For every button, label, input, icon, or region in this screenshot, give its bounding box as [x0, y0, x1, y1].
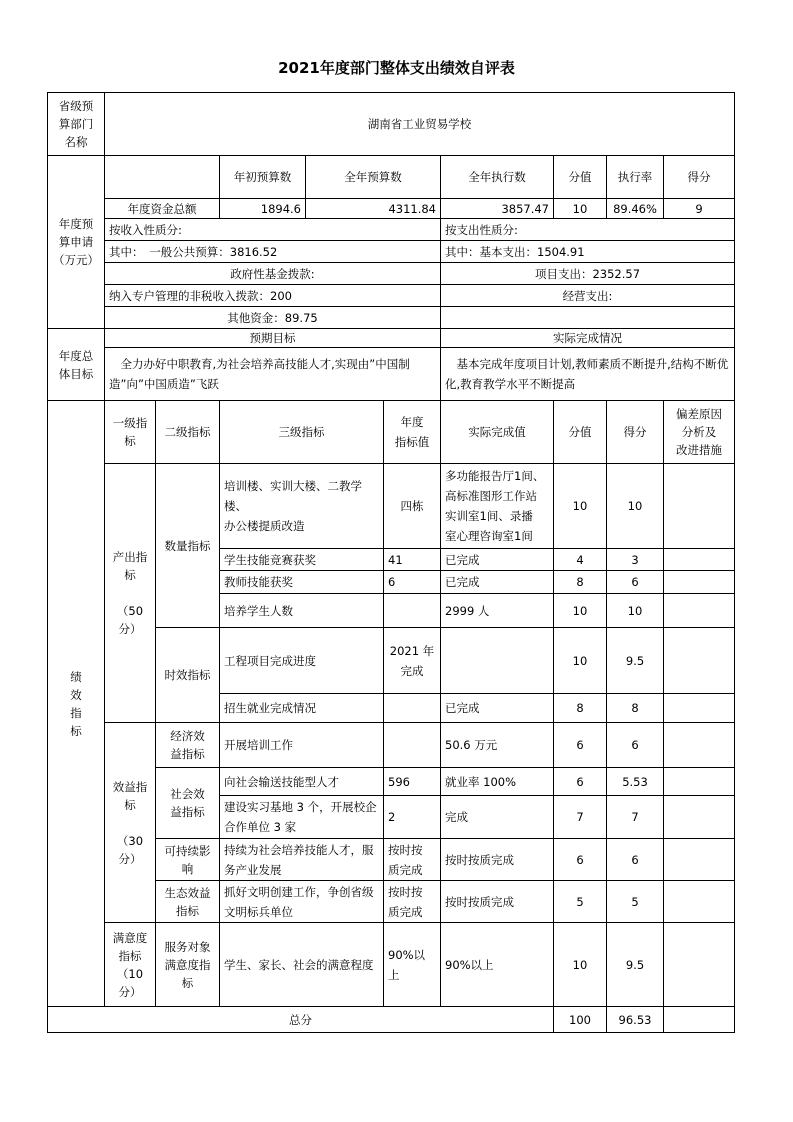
indicator-score — [606, 593, 664, 628]
social-benefit-label-text: 社会效 益指标 — [170, 787, 205, 819]
dept-label-text: 省级预 算部门 名称 — [58, 99, 94, 149]
indicator-deviation-reason — [663, 838, 735, 881]
col-level1-text: 一级指 标 — [112, 416, 148, 448]
by-expense-label — [440, 218, 735, 241]
col-exec-amount-text: 全年执行数 — [468, 170, 526, 184]
col-level2 — [155, 400, 220, 464]
indicator-actual-text: 多功能报告厅1间、 高标准图形工作站 实训室1间、录播 室心理咨询室1间 — [445, 469, 545, 543]
col-score — [663, 155, 735, 199]
indicator-score — [606, 722, 664, 768]
total-score-value-sum-text: 100 — [569, 1012, 591, 1027]
general-budget — [104, 240, 441, 263]
indicator-name — [219, 767, 384, 796]
indicator-actual — [440, 570, 554, 594]
col-initial-budget — [219, 155, 306, 199]
total-exec-rate-text: 89.46% — [613, 201, 657, 216]
indicator-deviation-reason — [663, 627, 735, 694]
by-expense-label-text: 按支出性质分: — [445, 222, 518, 237]
indicator-deviation-reason — [663, 795, 735, 839]
indicator-actual — [440, 463, 554, 549]
col-deviation-reason-text: 偏差原因 分析及 改进措施 — [676, 407, 722, 457]
goals-section-label — [47, 328, 105, 401]
indicator-actual — [440, 880, 554, 923]
indicator-actual-text: 已完成 — [445, 552, 480, 567]
indicator-actual-text: 完成 — [445, 810, 468, 824]
benefit-indicator-label-text: 效益指 标 （30 分） — [112, 779, 148, 866]
total-deviation-blank — [663, 1006, 735, 1033]
indicator-score-value — [553, 593, 607, 628]
indicator-name — [219, 838, 384, 881]
indicator-score-value-text: 6 — [576, 738, 584, 752]
indicator-name — [219, 593, 384, 628]
indicator-name-text: 工程项目完成进度 — [224, 653, 316, 668]
indicator-score-text: 10 — [627, 499, 643, 513]
indicator-target — [383, 548, 441, 571]
project-expense-text: 项目支出：2352.57 — [534, 266, 641, 281]
col-exec-rate-text: 执行率 — [617, 170, 653, 184]
indicator-name-text: 学生技能竞赛获奖 — [224, 552, 316, 567]
indicator-name-text: 培训楼、实训大楼、二教学楼、 办公楼提质改造 — [224, 479, 362, 533]
col-target — [383, 400, 441, 464]
indicator-score — [606, 463, 664, 549]
perf-section-label-text: 绩 效 指 标 — [70, 669, 82, 738]
actual-result-header-text: 实际完成情况 — [553, 331, 622, 345]
col-actual-text: 实际完成值 — [468, 425, 526, 439]
indicator-score — [606, 693, 664, 723]
economic-benefit-label — [155, 722, 220, 768]
total-initial-budget-text: 1894.6 — [260, 201, 301, 216]
service-satisfaction-label-text: 服务对象 满意度指 标 — [164, 939, 211, 990]
total-full-budget — [305, 198, 441, 219]
indicator-score-value-text: 4 — [576, 552, 584, 567]
indicator-target — [383, 693, 441, 723]
indicator-name — [219, 693, 384, 723]
dept-label — [47, 92, 105, 156]
expected-goal-header — [104, 328, 441, 348]
indicator-target-text: 按时按 质完成 — [388, 842, 423, 877]
indicator-target-text: 2 — [388, 810, 396, 824]
indicator-score-text: 7 — [631, 810, 639, 824]
col-initial-budget-text: 年初预算数 — [233, 170, 292, 184]
indicator-name — [219, 922, 384, 1007]
indicator-score-text: 5.53 — [622, 774, 648, 789]
indicator-actual — [440, 693, 554, 723]
indicator-target-text: 596 — [388, 774, 410, 789]
indicator-deviation-reason — [663, 463, 735, 549]
indicator-target — [383, 922, 441, 1007]
indicator-score — [606, 880, 664, 923]
indicator-deviation-reason — [663, 593, 735, 628]
col-level3 — [219, 400, 384, 464]
total-full-budget-text: 4311.84 — [388, 201, 436, 216]
indicator-actual — [440, 627, 554, 694]
indicator-name-text: 开展培训工作 — [224, 738, 293, 752]
total-funds-label-text: 年度资金总额 — [127, 201, 197, 216]
indicator-actual — [440, 838, 554, 881]
economic-benefit-label-text: 经济效 益指标 — [170, 729, 205, 761]
indicator-score-value — [553, 838, 607, 881]
indicator-score — [606, 795, 664, 839]
quantity-indicator-label — [155, 463, 220, 628]
indicator-target — [383, 880, 441, 923]
indicator-target-text: 按时按 质完成 — [388, 884, 423, 919]
col-perf-score — [606, 400, 664, 464]
indicator-score-text: 5 — [631, 894, 639, 909]
operating-expense — [440, 284, 735, 307]
col-actual — [440, 400, 554, 464]
expected-goal-header-text: 预期目标 — [249, 331, 296, 345]
indicator-score-text: 6 — [631, 738, 639, 752]
total-exec-amount-text: 3857.47 — [501, 201, 549, 216]
timeliness-indicator-label-text: 时效指标 — [164, 668, 211, 682]
indicator-score-value — [553, 767, 607, 796]
indicator-name-text: 持续为社会培养技能人才，服 务产业发展 — [224, 842, 374, 877]
col-level1 — [104, 400, 156, 464]
indicator-name-text: 培养学生人数 — [224, 603, 293, 618]
eco-benefit-label-text: 生态效益 指标 — [164, 885, 211, 918]
col-exec-amount — [440, 155, 554, 199]
indicator-actual — [440, 593, 554, 628]
budget-blank-header — [104, 155, 220, 199]
indicator-score-value — [553, 548, 607, 571]
actual-result-text — [440, 347, 735, 401]
indicator-name — [219, 463, 384, 549]
indicator-score-value-text: 7 — [576, 810, 584, 824]
perf-section-label — [47, 400, 105, 1007]
indicator-score-value-text: 10 — [572, 603, 588, 618]
indicator-actual-text: 按时按质完成 — [445, 894, 514, 909]
goals-section-label-text: 年度总 体目标 — [58, 348, 94, 381]
basic-expense — [440, 240, 735, 263]
gov-fund-text: 政府性基金拨款: — [230, 266, 315, 281]
col-target-text: 年度 指标值 — [394, 415, 430, 449]
col-exec-rate — [606, 155, 664, 199]
indicator-target — [383, 570, 441, 594]
indicator-name-text: 向社会输送技能型人才 — [224, 774, 339, 789]
indicator-target-text: 90%以上 — [388, 947, 426, 982]
indicator-actual-text: 90%以上 — [445, 957, 494, 972]
col-perf-score-value — [553, 400, 607, 464]
gov-fund — [104, 262, 441, 285]
col-full-budget-text: 全年预算数 — [344, 170, 402, 184]
non-tax-income — [104, 284, 441, 307]
total-score-value-sum — [553, 1006, 607, 1033]
basic-expense-text: 其中：基本支出：1504.91 — [445, 244, 585, 259]
indicator-target — [383, 838, 441, 881]
budget-section-label-text: 年度预 算申请 （万元） — [53, 217, 99, 267]
total-initial-budget — [219, 198, 306, 219]
other-funds — [104, 306, 441, 329]
project-expense — [440, 262, 735, 285]
indicator-score-value — [553, 463, 607, 549]
general-budget-text: 其中： 一般公共预算：3816.52 — [109, 244, 278, 259]
indicator-target — [383, 463, 441, 549]
indicator-deviation-reason — [663, 693, 735, 723]
indicator-deviation-reason — [663, 570, 735, 594]
indicator-name-text: 建设实习基地 3 个，开展校企 合作单位 3 家 — [224, 800, 377, 834]
indicator-actual — [440, 548, 554, 571]
sustainable-impact-label — [155, 838, 220, 881]
dept-name — [104, 92, 735, 156]
indicator-score — [606, 767, 664, 796]
indicator-score-value — [553, 693, 607, 723]
total-score-sum-text: 96.53 — [618, 1012, 652, 1027]
output-indicator-label-text: 产出指 标 （50 分） — [112, 550, 148, 636]
total-label-text: 总分 — [289, 1012, 312, 1027]
satisfaction-indicator-label — [104, 922, 156, 1007]
indicator-deviation-reason — [663, 548, 735, 571]
indicator-name — [219, 880, 384, 923]
indicator-name-text: 学生、家长、社会的满意程度 — [224, 957, 374, 972]
indicator-name-text: 招生就业完成情况 — [224, 701, 316, 715]
col-level3-text: 三级指标 — [278, 425, 325, 439]
indicator-score-value-text: 10 — [572, 957, 588, 972]
indicator-score-text: 10 — [627, 603, 643, 618]
col-level2-text: 二级指标 — [164, 425, 211, 439]
indicator-score-value-text: 8 — [576, 575, 584, 589]
indicator-deviation-reason — [663, 722, 735, 768]
eco-benefit-label — [155, 880, 220, 923]
indicator-actual-text: 已完成 — [445, 701, 480, 715]
total-exec-amount — [440, 198, 554, 219]
total-funds-label — [104, 198, 220, 219]
indicator-actual — [440, 795, 554, 839]
sustainable-impact-label-text: 可持续影 响 — [164, 843, 211, 876]
indicator-score-value-text: 6 — [576, 852, 584, 867]
col-perf-score-text: 得分 — [623, 425, 647, 439]
quantity-indicator-label-text: 数量指标 — [164, 538, 211, 553]
expected-goal-text — [104, 347, 441, 401]
indicator-score — [606, 548, 664, 571]
indicator-deviation-reason — [663, 880, 735, 923]
col-deviation-reason — [663, 400, 735, 464]
indicator-score-value — [553, 922, 607, 1007]
indicator-actual — [440, 922, 554, 1007]
actual-result-text-text: 基本完成年度项目计划,教师素质不断提升,结构不断优化,教育教学水平不断提高 — [445, 357, 729, 391]
indicator-score-value-text: 5 — [576, 894, 584, 909]
dept-name-text: 湖南省工业贸易学校 — [367, 117, 472, 131]
operating-expense-text: 经营支出: — [562, 288, 613, 303]
indicator-target — [383, 767, 441, 796]
indicator-score — [606, 570, 664, 594]
indicator-score-text: 8 — [631, 701, 639, 715]
indicator-target-text: 2021 年 完成 — [389, 643, 435, 678]
indicator-actual — [440, 767, 554, 796]
indicator-target — [383, 593, 441, 628]
other-funds-blank — [440, 306, 735, 329]
indicator-score-value — [553, 627, 607, 694]
indicator-target — [383, 795, 441, 839]
timeliness-indicator-label — [155, 627, 220, 723]
indicator-deviation-reason — [663, 922, 735, 1007]
col-full-budget — [305, 155, 441, 199]
other-funds-text: 其他资金：89.75 — [227, 310, 318, 325]
indicator-score-text: 9.5 — [625, 957, 645, 972]
indicator-score — [606, 838, 664, 881]
indicator-score-value — [553, 795, 607, 839]
by-income-label-text: 按收入性质分: — [109, 222, 182, 237]
total-score-value — [553, 198, 607, 219]
indicator-name — [219, 722, 384, 768]
indicator-name — [219, 627, 384, 694]
non-tax-income-text: 纳入专户管理的非税收入拨款：200 — [109, 288, 292, 303]
indicator-target-text: 41 — [388, 552, 403, 567]
indicator-score-value — [553, 722, 607, 768]
budget-section-label — [47, 155, 105, 329]
indicator-score-value-text: 10 — [572, 499, 588, 513]
total-score-value-text: 10 — [572, 201, 588, 216]
indicator-score-value-text: 10 — [572, 653, 588, 668]
output-indicator-label — [104, 463, 156, 723]
col-score-value-text: 分值 — [568, 170, 592, 184]
total-label — [47, 1006, 554, 1033]
expected-goal-text-text: 全力办好中职教育,为社会培养高技能人才,实现由”中国制造”向”中国质造”飞跃 — [109, 357, 410, 391]
total-score — [663, 198, 735, 219]
indicator-actual-text: 已完成 — [445, 575, 480, 589]
indicator-name-text: 抓好文明创建工作，争创省级 文明标兵单位 — [224, 884, 374, 919]
indicator-score — [606, 627, 664, 694]
indicator-actual-text: 50.6 万元 — [445, 738, 498, 752]
indicator-name-text: 教师技能获奖 — [224, 575, 293, 589]
indicator-actual-text: 就业率 100% — [445, 774, 517, 789]
indicator-score-text: 6 — [631, 852, 639, 867]
indicator-score-value — [553, 880, 607, 923]
indicator-name — [219, 795, 384, 839]
col-score-text: 得分 — [687, 170, 711, 184]
indicator-actual — [440, 722, 554, 768]
indicator-score-value-text: 8 — [576, 701, 584, 715]
total-score-sum — [606, 1006, 664, 1033]
indicator-name — [219, 570, 384, 594]
benefit-indicator-label — [104, 722, 156, 923]
total-score-text: 9 — [695, 201, 703, 216]
indicator-actual-text: 按时按质完成 — [445, 852, 514, 867]
indicator-target-text: 四栋 — [400, 499, 424, 513]
indicator-target — [383, 627, 441, 694]
indicator-score-value-text: 6 — [576, 774, 584, 789]
social-benefit-label — [155, 767, 220, 839]
indicator-target — [383, 722, 441, 768]
actual-result-header — [440, 328, 735, 348]
col-score-value — [553, 155, 607, 199]
page-title: 2021年度部门整体支出绩效自评表 — [278, 59, 515, 77]
indicator-score-text: 3 — [631, 552, 639, 567]
by-income-label — [104, 218, 441, 241]
total-exec-rate — [606, 198, 664, 219]
indicator-score-value — [553, 570, 607, 594]
indicator-actual-text: 2999 人 — [445, 603, 490, 618]
indicator-deviation-reason — [663, 767, 735, 796]
service-satisfaction-label — [155, 922, 220, 1007]
indicator-target-text: 6 — [388, 575, 396, 589]
satisfaction-indicator-label-text: 满意度 指标 （10 分） — [112, 930, 148, 999]
col-perf-score-value-text: 分值 — [568, 425, 592, 439]
indicator-name — [219, 548, 384, 571]
indicator-score — [606, 922, 664, 1007]
indicator-score-text: 6 — [631, 575, 639, 589]
indicator-score-text: 9.5 — [625, 653, 645, 668]
